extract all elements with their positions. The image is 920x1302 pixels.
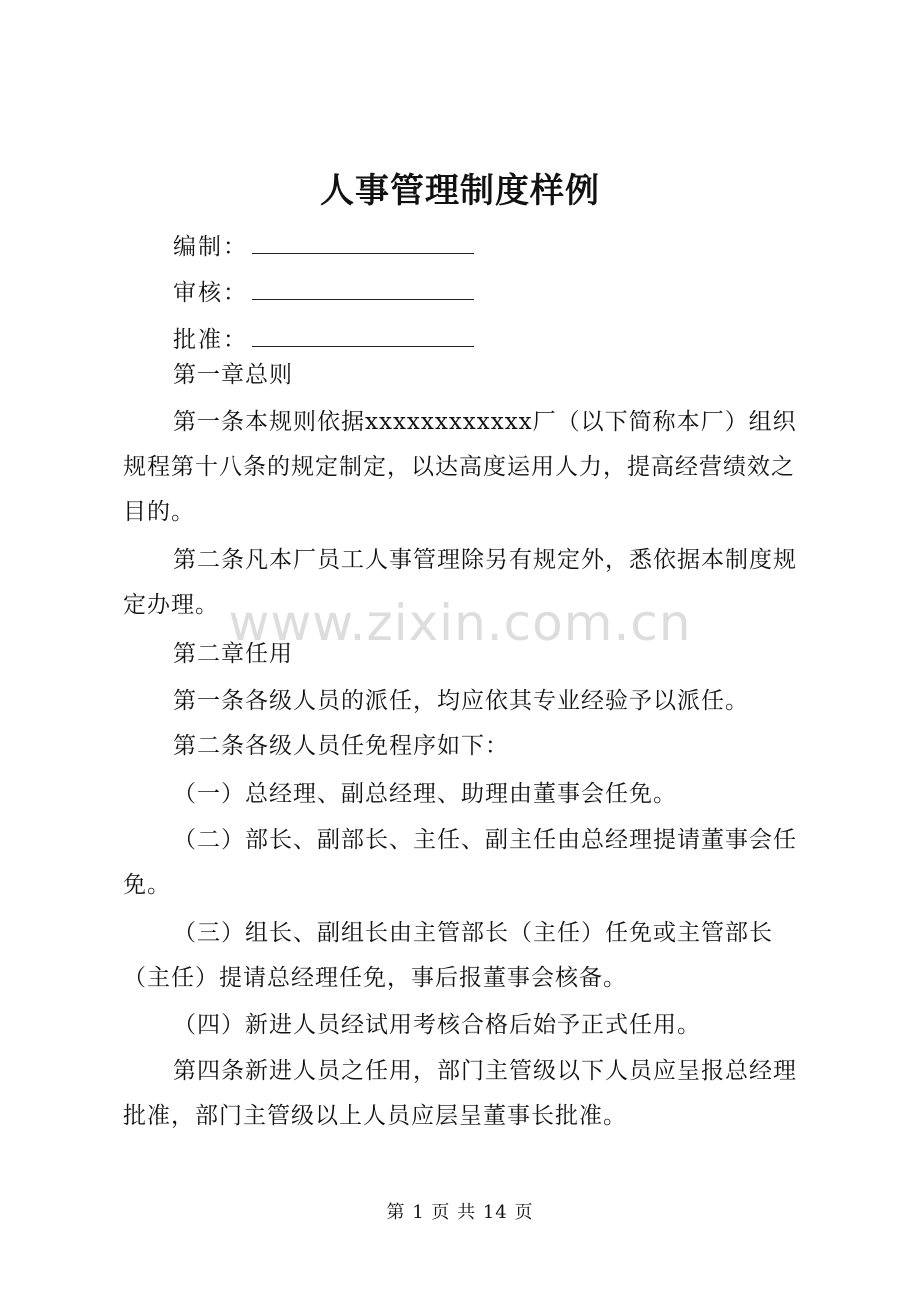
document-title: 人事管理制度样例 (320, 171, 600, 211)
signature-label: 批准： (173, 327, 248, 353)
signature-row-compile (173, 225, 474, 261)
chapter-heading: 第一章总则 (173, 362, 293, 388)
signature-row-review (173, 271, 474, 307)
signature-label: 审核： (173, 280, 248, 306)
page-footer: 第 1 页 共 14 页 (386, 1202, 534, 1223)
watermark: www.zixin.com.cn (228, 594, 692, 652)
signature-label: 编制： (173, 234, 248, 260)
article-paragraph: 第一条本规则依据xxxxxxxxxxxx厂（以下简称本厂）组织规程第十八条的规定制定，以达高度运用人力，提高经营绩效之目的。 (123, 409, 797, 525)
article-paragraph: 第四条新进人员之任用，部门主管级以下人员应呈报总经理批准，部门主管级以上人员应层呈董事长批准。 (123, 1058, 797, 1129)
list-item: （二）部长、副部长、主任、副主任由总经理提请董事会任免。 (123, 827, 797, 898)
signature-blank-line (252, 225, 474, 254)
chapter-heading: 第二章任用 (173, 641, 293, 667)
article-paragraph: 第二条凡本厂员工人事管理除另有规定外，悉依据本制度规定办理。 (123, 547, 797, 618)
article-paragraph: 第一条各级人员的派任，均应依其专业经验予以派任。 (173, 688, 749, 714)
list-item: （四）新进人员经试用考核合格后始予正式任用。 (173, 1012, 701, 1038)
list-item: （三）组长、副组长由主管部长（主任）任免或主管部长（主任）提请总经理任免，事后报董事会核备。 (123, 920, 773, 991)
article-paragraph: 第二条各级人员任免程序如下： (173, 733, 509, 759)
signature-blank-line (252, 318, 474, 347)
signature-row-approve (173, 318, 474, 354)
signature-blank-line (252, 271, 474, 300)
list-item: （一）总经理、副总经理、助理由董事会任免。 (173, 781, 677, 807)
